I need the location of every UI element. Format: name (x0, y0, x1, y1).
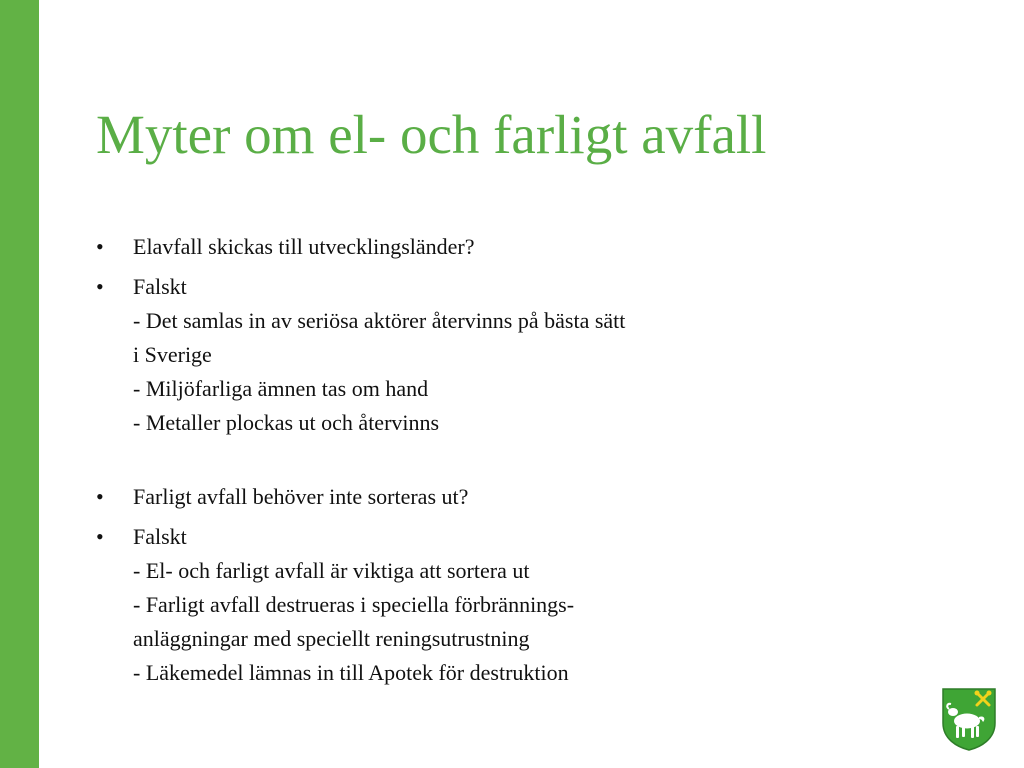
bullet-marker: • (96, 274, 104, 299)
bullet-subtext: anläggningar med speciellt reningsutrustning (133, 626, 530, 651)
bullet-marker: • (96, 234, 104, 259)
bullet-item (96, 520, 796, 690)
bullet-marker: • (96, 524, 104, 549)
slide-title: Myter om el- och farligt avfall (96, 104, 767, 165)
bullet-subtext: - El- och farligt avfall är viktiga att sortera ut (133, 558, 530, 583)
bullet-text: Farligt avfall behöver inte sorteras ut? (133, 484, 469, 509)
bullet-text: Falskt (133, 274, 187, 299)
bullet-marker: • (96, 484, 104, 509)
municipal-coat-of-arms-icon (941, 687, 997, 751)
bullet-subtext: i Sverige (133, 342, 212, 367)
bullet-item (96, 270, 796, 440)
bullet-subtext: - Miljöfarliga ämnen tas om hand (133, 376, 429, 401)
bullet-text: Falskt (133, 524, 187, 549)
bullet-item (96, 230, 796, 264)
bullet-subtext: - Farligt avfall destrueras i speciella förbrännings- (133, 592, 575, 617)
bullet-item (96, 480, 796, 514)
bullet-subtext: - Läkemedel lämnas in till Apotek för destruktion (133, 660, 569, 685)
bullet-text: Elavfall skickas till utvecklingsländer? (133, 234, 475, 259)
bullet-subtext: - Det samlas in av seriösa aktörer återvinns på bästa sätt (133, 308, 626, 333)
accent-bar (0, 0, 39, 768)
bullet-list (96, 230, 796, 696)
bullet-subtext: - Metaller plockas ut och återvinns (133, 410, 440, 435)
